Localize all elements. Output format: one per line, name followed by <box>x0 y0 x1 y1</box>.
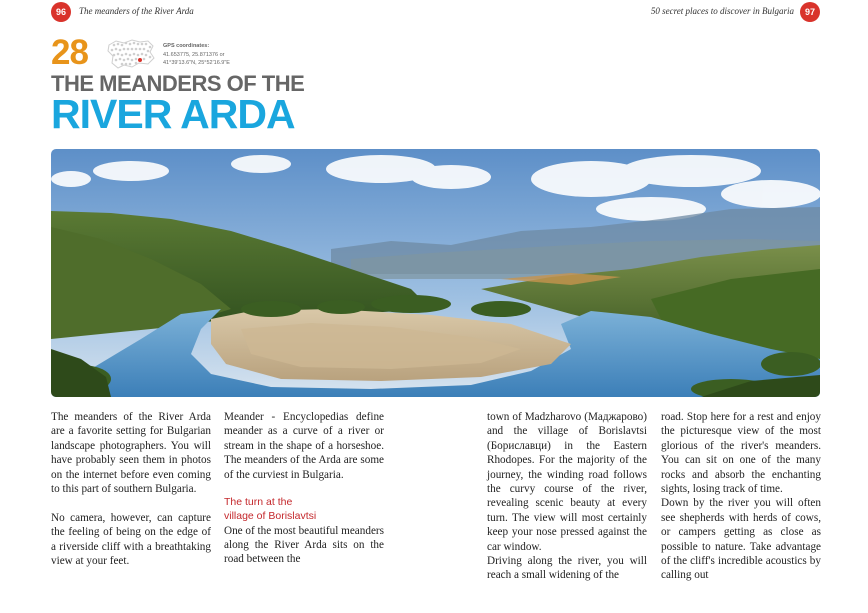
title-line-2: RIVER ARDA <box>51 91 295 137</box>
paragraph: Meander - Encyclopedias define meander as a curve of a river or stream in the shape of a horseshoe. The meanders of the Arda are some of the curviest in Bulgaria. <box>224 411 384 481</box>
right-page-number: 97 <box>800 2 820 22</box>
paragraph: No camera, however, can capture the feeling of being on the edge of a riverside cliff with a breathtaking view at your feet. <box>51 511 211 568</box>
subheading-line-2: village of Borislavtsi <box>224 510 317 523</box>
paragraph: Driving along the river, you will reach a small widening of the <box>487 555 647 582</box>
subheading-line-1: The turn at the <box>224 496 293 509</box>
bulgaria-map-icon <box>106 37 156 71</box>
title-line-1: THE MEANDERS OF THE <box>51 71 305 96</box>
paragraph: One of the most beautiful meanders along the River Arda sits on the road between the <box>224 524 384 566</box>
river-landscape-photo <box>51 149 820 397</box>
left-running-head: The meanders of the River Arda <box>79 6 194 16</box>
left-page-number: 96 <box>51 2 71 22</box>
paragraph: road. Stop here for a rest and enjoy the picturesque view of the most glorious of the river's meanders. You can sit on one of the many rocks and absorb the enchanting sights, losing track of time. <box>661 411 821 496</box>
paragraph: The meanders of the River Arda are a favorite setting for Bulgarian landscape photographers. You will have probably seen them in photos on the internet before even coming to this part of southern Bulgaria. <box>51 411 211 496</box>
text-column-3 <box>487 410 647 583</box>
gps-decimal: 41.653775, 25.871376 or <box>163 52 225 58</box>
right-running-head: 50 secret places to discover in Bulgaria <box>650 6 794 16</box>
entry-number: 28 <box>51 33 88 72</box>
gps-label: GPS coordinates: <box>163 43 210 49</box>
section-subheading <box>224 496 384 523</box>
gps-coordinates <box>163 51 253 67</box>
text-column-1 <box>51 410 211 568</box>
text-column-2 <box>224 410 384 567</box>
text-column-4 <box>661 410 821 583</box>
paragraph: town of Madzharovo (Маджарово) and the village of Borislavtsi (Бориславци) in the Eastern Rhodopes. For the majority of the journey, the winding road follows the curvy course of the river, revealing scenic beauty at every turn. The view will most certainly keep your nose pressed against the car window. <box>487 411 647 553</box>
gps-dms: 41°39'13.6"N, 25°52'16.9"E <box>163 60 230 66</box>
paragraph: Down by the river you will often see shepherds with herds of cows, or campers getting as close as possible to nature. Take advantage of the cliff's incredible acoustics by calling out <box>661 497 821 582</box>
